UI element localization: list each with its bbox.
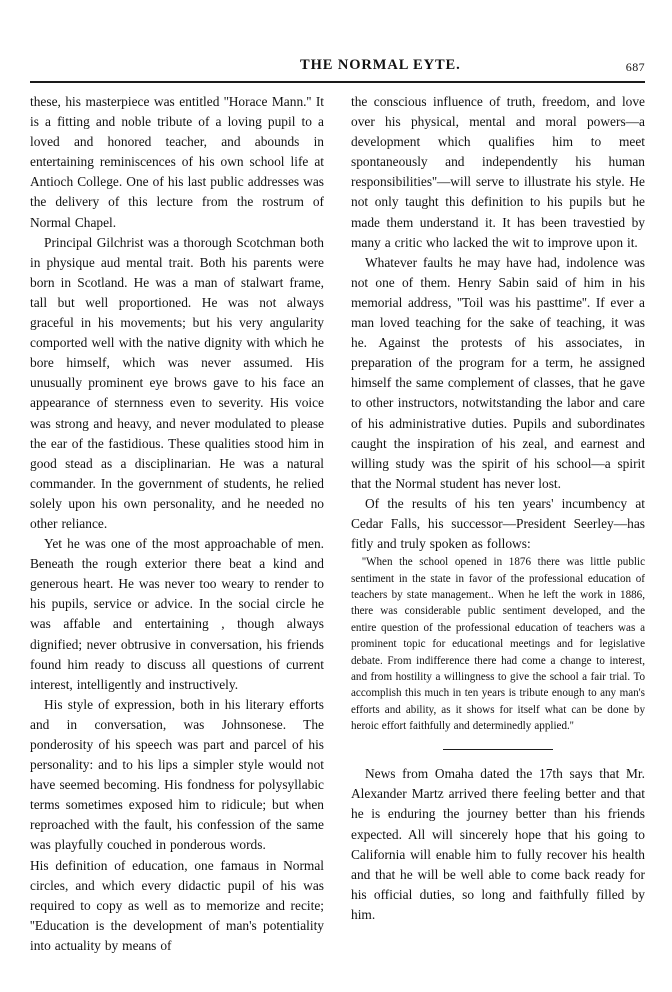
paragraph: these, his masterpiece was entitled ''Horace Mann.'' It is a fitting and noble tribute of a loving pupil to a loved and honored teacher, and abounds in entertaining reminiscences of his own school life at Antioch College. One of his last public addresses was the delivery of this lecture from the rostrum of Normal Chapel. [30, 94, 324, 230]
header-rule [30, 81, 645, 83]
paragraph: Yet he was one of the most approachable of men. Beneath the rough exterior there beat a kind and generous heart. He was never too weary to render to his pupils, service or advice. In the social circle he was affable and entertaining , though always dignified; never obtrusive in conversation, his friends found him ready to discuss all questions of current interest, intelligently and instructively. [30, 536, 324, 692]
news-item: News from Omaha dated the 17th says that Mr. Alexander Martz arrived there feeling better and that he is enduring the journey better than his friends expected. All will sincerely hope that his going to California will enable him to fully recover his health and that he will be well able to come back ready for his official duties, so long and faithfully filled by him. [351, 766, 645, 922]
left-column [30, 92, 324, 982]
paragraph: Whatever faults he may have had, indolence was not one of them. Henry Sabin said of him in his memorial address, ''Toil was his pasttime''. If ever a man loved teaching for the sake of teaching, it was he. Against the protests of his associates, in preparation of the program for a term, he assigned himself the same complement of classes, that he gave to other instructors, notwitstanding the labor and care of his administrative duties. Pupils and subordinates caught the inspiration of his zeal, and earnest and willing study was the spirit of his school—a spirit that the Normal student has never lost. [351, 254, 645, 491]
block-quote: ''When the school opened in 1876 there was little public sentiment in the state in favor of the professional education of teachers by state management.. When he left the work in 1886, there was considerable public sentiment developed, and the entire question of the professional education of teachers was a prominent topic for educational meetings and for legislative debate. From indifference there had come a change to interest, and from hostility a willingness to give the school a fair trial. To accomplish this much in ten years is tribute enough to any man's efforts and ability, as it shows for itself what can be done by heroic effort faithfully and determinedly applied.'' [351, 556, 645, 733]
paragraph: Principal Gilchrist was a thorough Scotchman both in physique aud mental trait. Both his parents were born in Scotland. He was a man of stalwart frame, tall but well proportioned. He was not always graceful in his movements; but his very angularity comported well with the native dignity with which he bore himself, which was never assumed. His unusually prominent eye brows gave to his face an appearance of sternness even to severity. His voice was strong and heavy, and never modulated to please the ear of the fastidious. These qualities stood him in good stead as a disciplinarian. He was a natural commander. In the government of students, he relied solely upon his own personality, and he needed no other reliance. [30, 234, 324, 531]
right-column [351, 92, 645, 982]
body-columns [30, 92, 645, 982]
running-head [30, 57, 645, 77]
paragraph: His style of expression, both in his literary efforts and in conversation, was Johnsonese. The ponderosity of his speech was part and parcel of his personality: and to his lips a simpler style would not have seemed becoming. His fondness for polysyllabic terms sometimes exposed him to ridicule; but when reproached with the fault, his confession of the same was playfully couched in ponderous words. [30, 696, 324, 853]
page-number: 687 [625, 60, 645, 74]
page-title: THE NORMAL EYTE. [300, 57, 461, 73]
section-divider [443, 749, 553, 751]
paragraph: Of the results of his ten years' incumbency at Cedar Falls, his successor—President Seerley—has fitly and truly spoken as follows: [351, 495, 645, 552]
paragraph-continued: the conscious influence of truth, freedom, and love over his physical, mental and moral powers—a development which qualifies him to meet spontaneously and independently his human responsibilities''—will serve to illustrate his style. He not only taught this definition to his pupils but he made them understand it. It has been travestied by many a critic who lacked the wit to improve upon it. [351, 94, 645, 250]
paragraph: His definition of education, one famaus in Normal circles, and which every didactic pupil of his was required to copy as well as to memorize and recite; ''Education is the development of man's potentiality into actuality by means of [30, 857, 324, 953]
